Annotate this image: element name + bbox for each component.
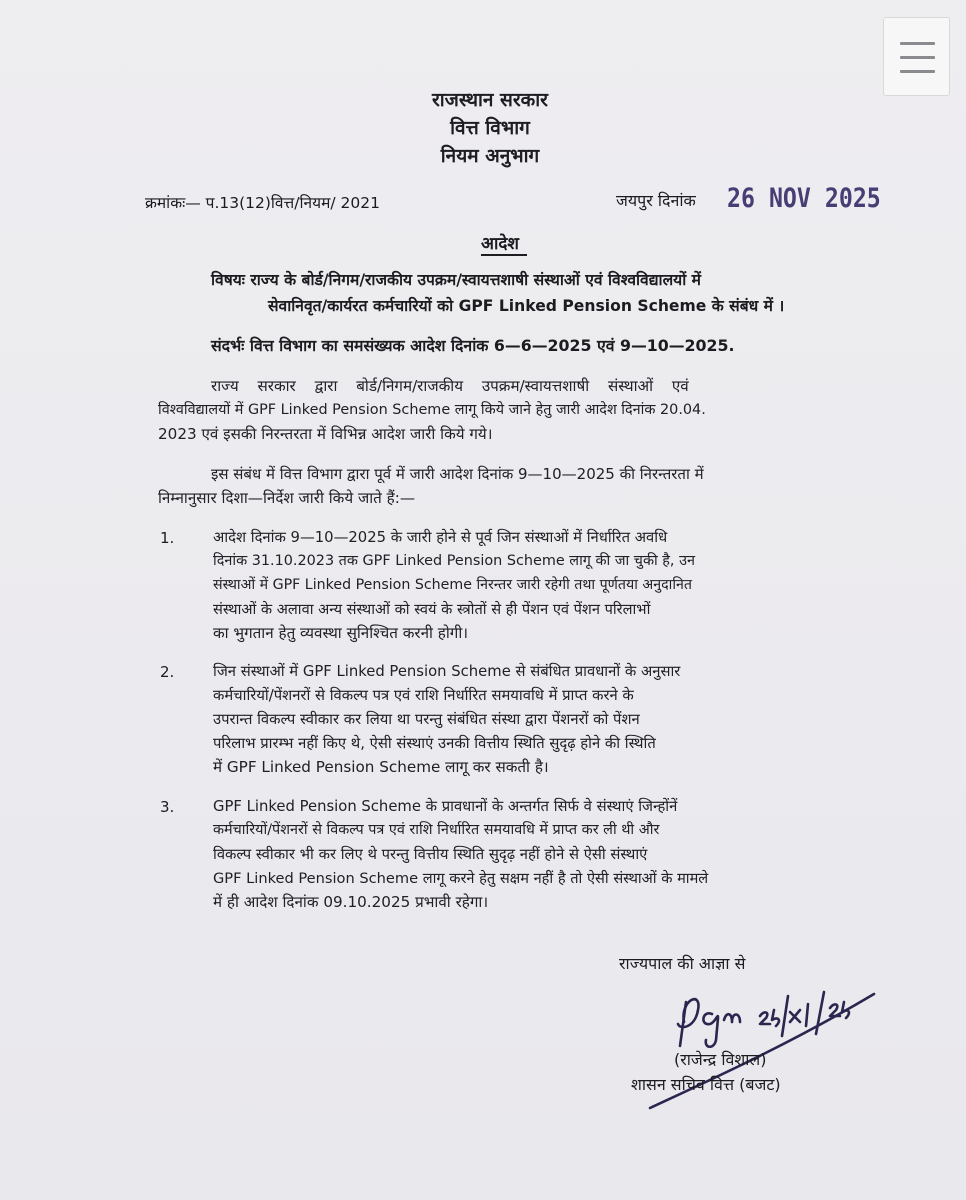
by-order-line: राज्यपाल की आज्ञा से — [619, 954, 746, 973]
point-1-line: का भुगतान हेतु व्यवस्था सुनिश्चित करनी होगी। — [213, 624, 469, 642]
point-1-line: संस्थाओं में GPF Linked Pension Scheme निरन्तर जारी रहेगी तथा पूर्णतया अनुदानित — [213, 577, 692, 593]
signatory-designation: शासन सचिव वित्त (बजट) — [631, 1075, 781, 1094]
point-3-line: विकल्प स्वीकार भी कर लिए थे परन्तु वित्तीय स्थिति सुदृढ़ नहीं होने से ऐसी संस्थाएं — [213, 846, 648, 863]
point-3-line: GPF Linked Pension Scheme लागू करने हेतु सक्षम नहीं है तो ऐसी संस्थाओं के मामले — [213, 870, 709, 887]
paragraph-1-line: विश्वविद्यालयों में GPF Linked Pension Scheme लागू किये जाने हेतु जारी आदेश दिनांक 20.04. — [158, 402, 706, 418]
reference-line: संदर्भः वित्त विभाग का समसंख्यक आदेश दिनांक 6—6—2025 एवं 9—10—2025. — [211, 336, 735, 355]
point-3-line: में ही आदेश दिनांक 09.10.2025 प्रभावी रहेगा। — [213, 893, 489, 911]
date-stamp: 26 NOV 2025 — [727, 183, 881, 214]
point-3-line: कर्मचारियों/पेंशनरों से विकल्प पत्र एवं राशि निर्धारित समयावधि में प्राप्त कर ली थी और — [213, 822, 660, 838]
point-1-line: दिनांक 31.10.2023 तक GPF Linked Pension Scheme लागू की जा चुकी है, उन — [213, 553, 695, 569]
paragraph-1-line: 2023 एवं इसकी निरन्तरता में विभिन्न आदेश जारी किये गये। — [158, 425, 493, 443]
section-name: नियम अनुभाग — [440, 145, 540, 167]
point-2-line: कर्मचारियों/पेंशनरों से विकल्प पत्र एवं राशि निर्धारित समयावधि में प्राप्त करने के — [213, 687, 634, 704]
paragraph-1-line: राज्य सरकार द्वारा बोर्ड/निगम/राजकीय उपक्रम/स्वायत्तशाषी संस्थाओं एवं — [211, 377, 689, 395]
subject-line-2: सेवानिवृत/कार्यरत कर्मचारियों को GPF Linked Pension Scheme के संबंध में । — [268, 297, 785, 315]
paragraph-2-line: निम्नानुसार दिशा—निर्देश जारी किये जाते हैं:— — [158, 489, 416, 507]
point-number: 2. — [160, 663, 175, 681]
point-1-line: आदेश दिनांक 9—10—2025 के जारी होने से पूर्व जिन संस्थाओं में निर्धारित अवधि — [213, 529, 668, 546]
government-name: राजस्थान सरकार — [432, 89, 548, 111]
point-number: 1. — [160, 529, 175, 547]
paragraph-2-line: इस संबंध में वित्त विभाग द्वारा पूर्व में जारी आदेश दिनांक 9—10—2025 की निरन्तरता में — [211, 465, 704, 483]
hamburger-menu-button[interactable] — [883, 17, 950, 96]
subject-line-1: विषयः राज्य के बोर्ड/निगम/राजकीय उपक्रम/स्वायत्तशाषी संस्थाओं एवं विश्वविद्यालयों में — [211, 271, 702, 289]
order-title-underline — [481, 254, 527, 256]
hamburger-menu-icon-bar — [900, 56, 935, 59]
reference-number: क्रमांकः— प.13(12)वित्त/नियम/ 2021 — [145, 194, 380, 212]
hamburger-menu-icon — [900, 42, 935, 45]
point-2-line: उपरान्त विकल्प स्वीकार कर लिया था परन्तु संबंधित संस्था द्वारा पेंशनरों को पेंशन — [213, 711, 640, 728]
order-title: आदेश — [481, 234, 519, 254]
point-number: 3. — [160, 798, 175, 816]
point-1-line: संस्थाओं के अलावा अन्य संस्थाओं को स्वयं के स्त्रोतों से ही पेंशन एवं पेंशन परिलाभों — [213, 601, 651, 618]
point-2-line: परिलाभ प्रारम्भ नहीं किए थे, ऐसी संस्थाएं उनकी वित्तीय स्थिति सुदृढ़ होने की स्थिति — [213, 735, 656, 752]
point-2-line: में GPF Linked Pension Scheme लागू कर सकती है। — [213, 758, 549, 776]
point-2-line: जिन संस्थाओं में GPF Linked Pension Scheme से संबंधित प्रावधानों के अनुसार — [213, 663, 681, 680]
point-3-line: GPF Linked Pension Scheme के प्रावधानों के अन्तर्गत सिर्फ वे संस्थाएं जिन्होंनें — [213, 798, 678, 815]
hamburger-menu-icon-bar — [900, 70, 935, 73]
place-date-label: जयपुर दिनांक — [616, 191, 696, 210]
department-name: वित्त विभाग — [450, 117, 530, 139]
signatory-name: (राजेन्द्र विशाल) — [674, 1050, 767, 1069]
